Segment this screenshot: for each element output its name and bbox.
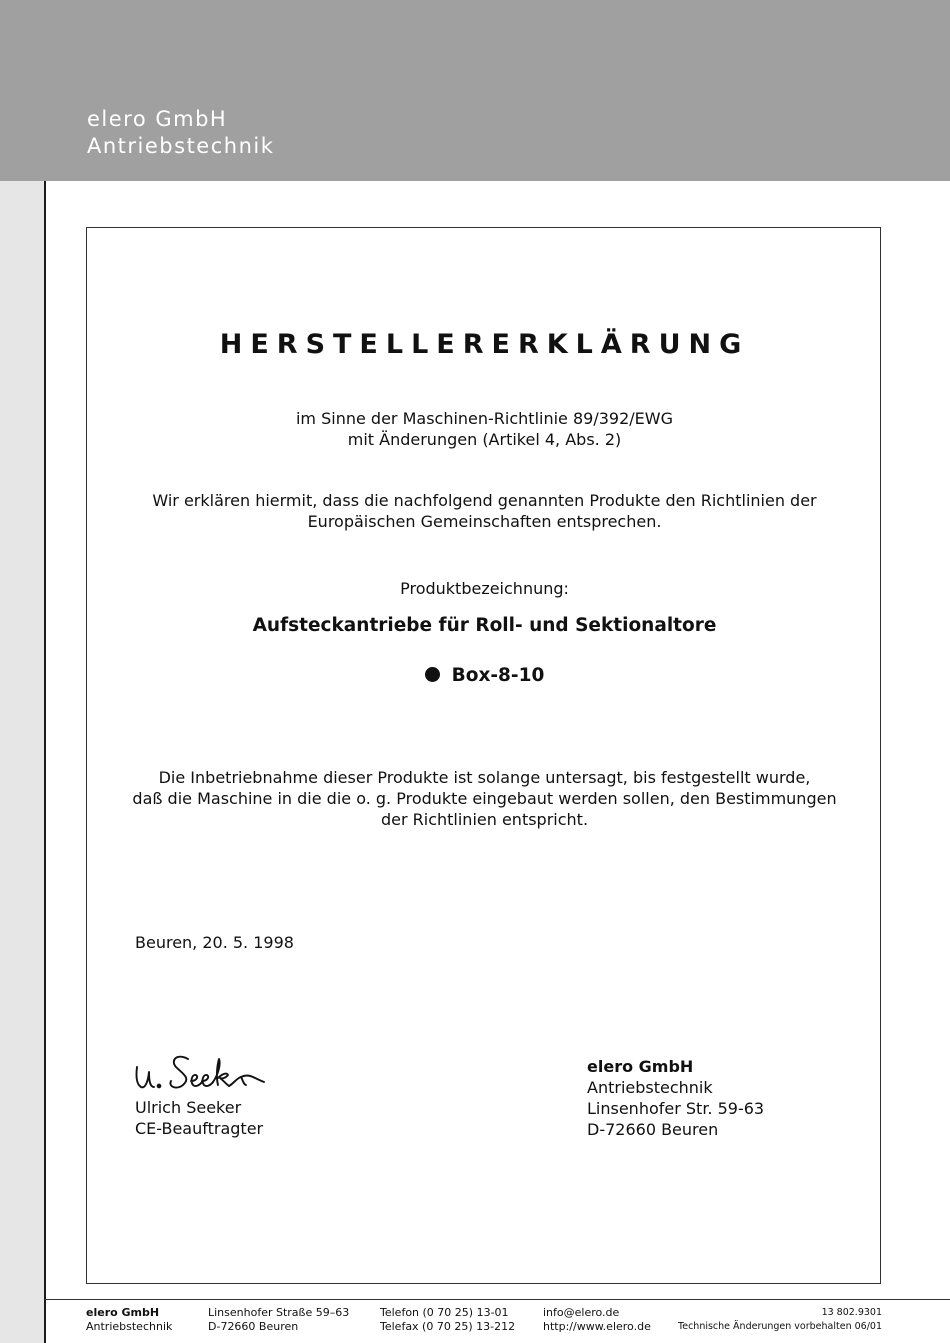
bullet-icon	[425, 667, 440, 682]
intro-line1: Wir erklären hiermit, dass die nachfolgend genannten Produkte den Richtlinien der	[152, 491, 817, 510]
footer-company-name: elero GmbH	[86, 1306, 160, 1319]
place-date: Beuren, 20. 5. 1998	[135, 933, 294, 952]
directive-subtitle	[87, 408, 882, 450]
header-company-line2: Antriebstechnik	[87, 134, 275, 158]
company-name: elero GmbH	[587, 1057, 694, 1076]
document-title: HERSTELLERERKLÄRUNG	[219, 329, 750, 360]
usage-notice	[87, 767, 882, 830]
footer-address	[208, 1306, 349, 1334]
notice-line1: Die Inbetriebnahme dieser Produkte ist solange untersagt, bis festgestellt wurde,	[158, 768, 811, 787]
footer-doc-number: 13 802.9301	[821, 1307, 882, 1318]
left-margin-strip	[0, 181, 46, 1343]
product-name: Aufsteckantriebe für Roll- und Sektionaltore	[252, 615, 717, 636]
product-model-line	[87, 665, 882, 686]
header-company-line1: elero GmbH	[87, 107, 228, 131]
notice-line2: daß die Maschine in die die o. g. Produkte eingebaut werden sollen, den Bestimmungen	[132, 789, 837, 808]
intro-line2: Europäischen Gemeinschaften entsprechen.	[307, 512, 662, 531]
signer-name: Ulrich Seeker	[135, 1098, 242, 1117]
handwritten-signature	[133, 1050, 268, 1092]
notice-line3: der Richtlinien entspricht.	[380, 810, 589, 829]
product-label: Produktbezeichnung:	[400, 579, 569, 598]
footer-company-division: Antriebstechnik	[86, 1320, 173, 1333]
company-street: Linsenhofer Str. 59-63	[587, 1099, 765, 1118]
footer-company	[86, 1306, 172, 1334]
footer-doc-info	[678, 1306, 882, 1334]
footer-phone-fax	[380, 1306, 515, 1334]
product-model: Box-8-10	[451, 665, 545, 686]
footer-street: Linsenhofer Straße 59–63	[208, 1306, 350, 1319]
signer-block	[135, 1097, 263, 1139]
company-city: D-72660 Beuren	[587, 1120, 719, 1139]
footer-contact	[543, 1306, 651, 1334]
footer-website[interactable]: http://www.elero.de	[543, 1320, 651, 1333]
footer-city: D-72660 Beuren	[208, 1320, 299, 1333]
subtitle-line2: mit Änderungen (Artikel 4, Abs. 2)	[347, 430, 622, 449]
footer-fax: Telefax (0 70 25) 13-212	[380, 1320, 516, 1333]
footer-divider	[44, 1299, 950, 1300]
header-company-name	[87, 106, 274, 160]
signer-role: CE-Beauftragter	[135, 1119, 264, 1138]
footer-disclaimer: Technische Änderungen vorbehalten 06/01	[678, 1321, 882, 1332]
header-band	[0, 0, 950, 181]
company-division: Antriebstechnik	[587, 1078, 713, 1097]
declaration-intro	[87, 490, 882, 532]
subtitle-line1: im Sinne der Maschinen-Richtlinie 89/392/EWG	[295, 409, 673, 428]
declaration-frame	[86, 227, 881, 1284]
footer-email[interactable]: info@elero.de	[543, 1306, 620, 1319]
footer-phone: Telefon (0 70 25) 13-01	[380, 1306, 509, 1319]
company-address-block	[587, 1056, 764, 1140]
